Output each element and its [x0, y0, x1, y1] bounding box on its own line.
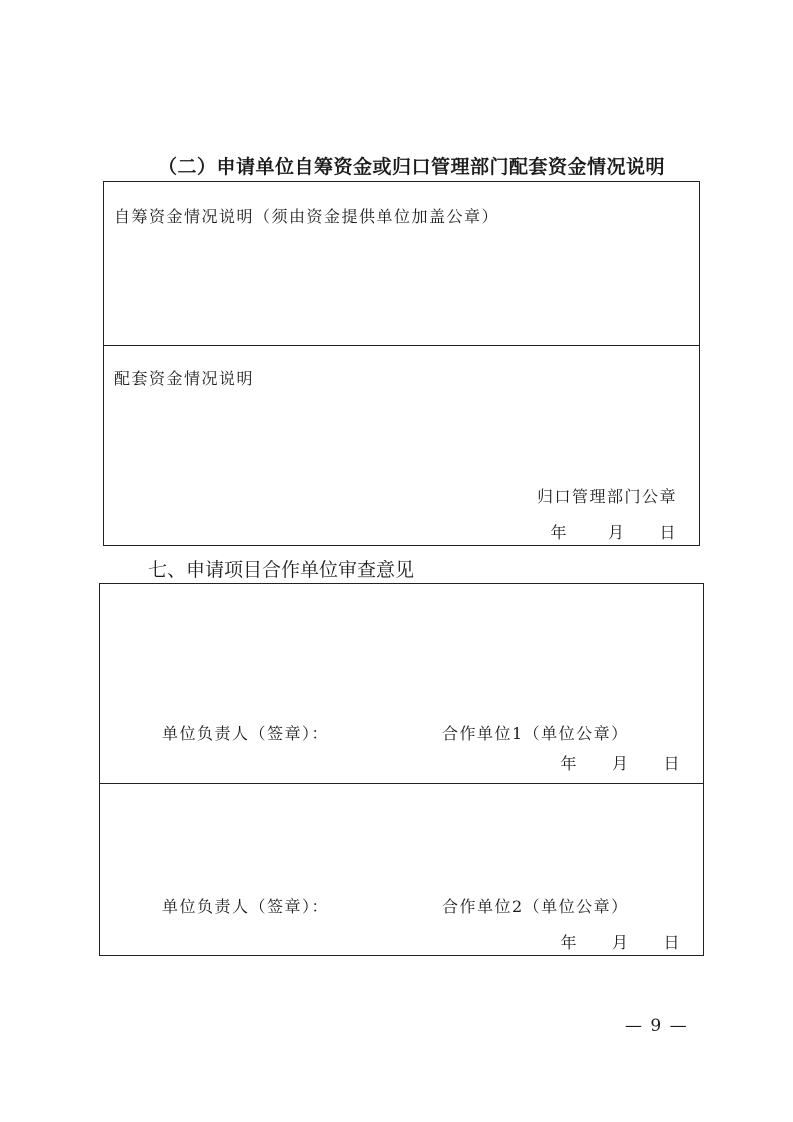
section-7-heading: 七、申请项目合作单位审查意见: [148, 559, 415, 581]
year-label: 年: [560, 933, 578, 952]
month-label: 月: [611, 754, 630, 773]
partner-review-table: [99, 583, 704, 956]
day-label: 日: [663, 754, 681, 773]
self-funding-label: 自筹资金情况说明（须由资金提供单位加盖公章）: [114, 207, 500, 226]
date-line: [550, 520, 677, 543]
day-label: 日: [659, 523, 677, 542]
funding-table: [103, 181, 700, 546]
year-label: 年: [560, 754, 578, 773]
responsible-signature-label: 单位负责人（签章）：: [162, 897, 330, 916]
month-label: 月: [607, 523, 626, 542]
table-divider: [104, 345, 699, 346]
responsible-signature-label: 单位负责人（签章）：: [162, 724, 330, 743]
partner-unit-label: 合作单位2（单位公章）: [442, 897, 629, 916]
dept-seal-label: 归口管理部门公章: [536, 487, 677, 506]
date-line: [560, 751, 681, 774]
table-divider: [100, 783, 703, 784]
month-label: 月: [611, 933, 630, 952]
page-number: — 9 —: [625, 1016, 689, 1036]
section-2-heading: （二）申请单位自筹资金或归口管理部门配套资金情况说明: [158, 156, 666, 178]
date-line: [560, 930, 681, 953]
partner-unit-label: 合作单位1（单位公章）: [442, 724, 629, 743]
year-label: 年: [550, 523, 568, 542]
day-label: 日: [663, 933, 681, 952]
matching-funding-label: 配套资金情况说明: [114, 369, 255, 388]
